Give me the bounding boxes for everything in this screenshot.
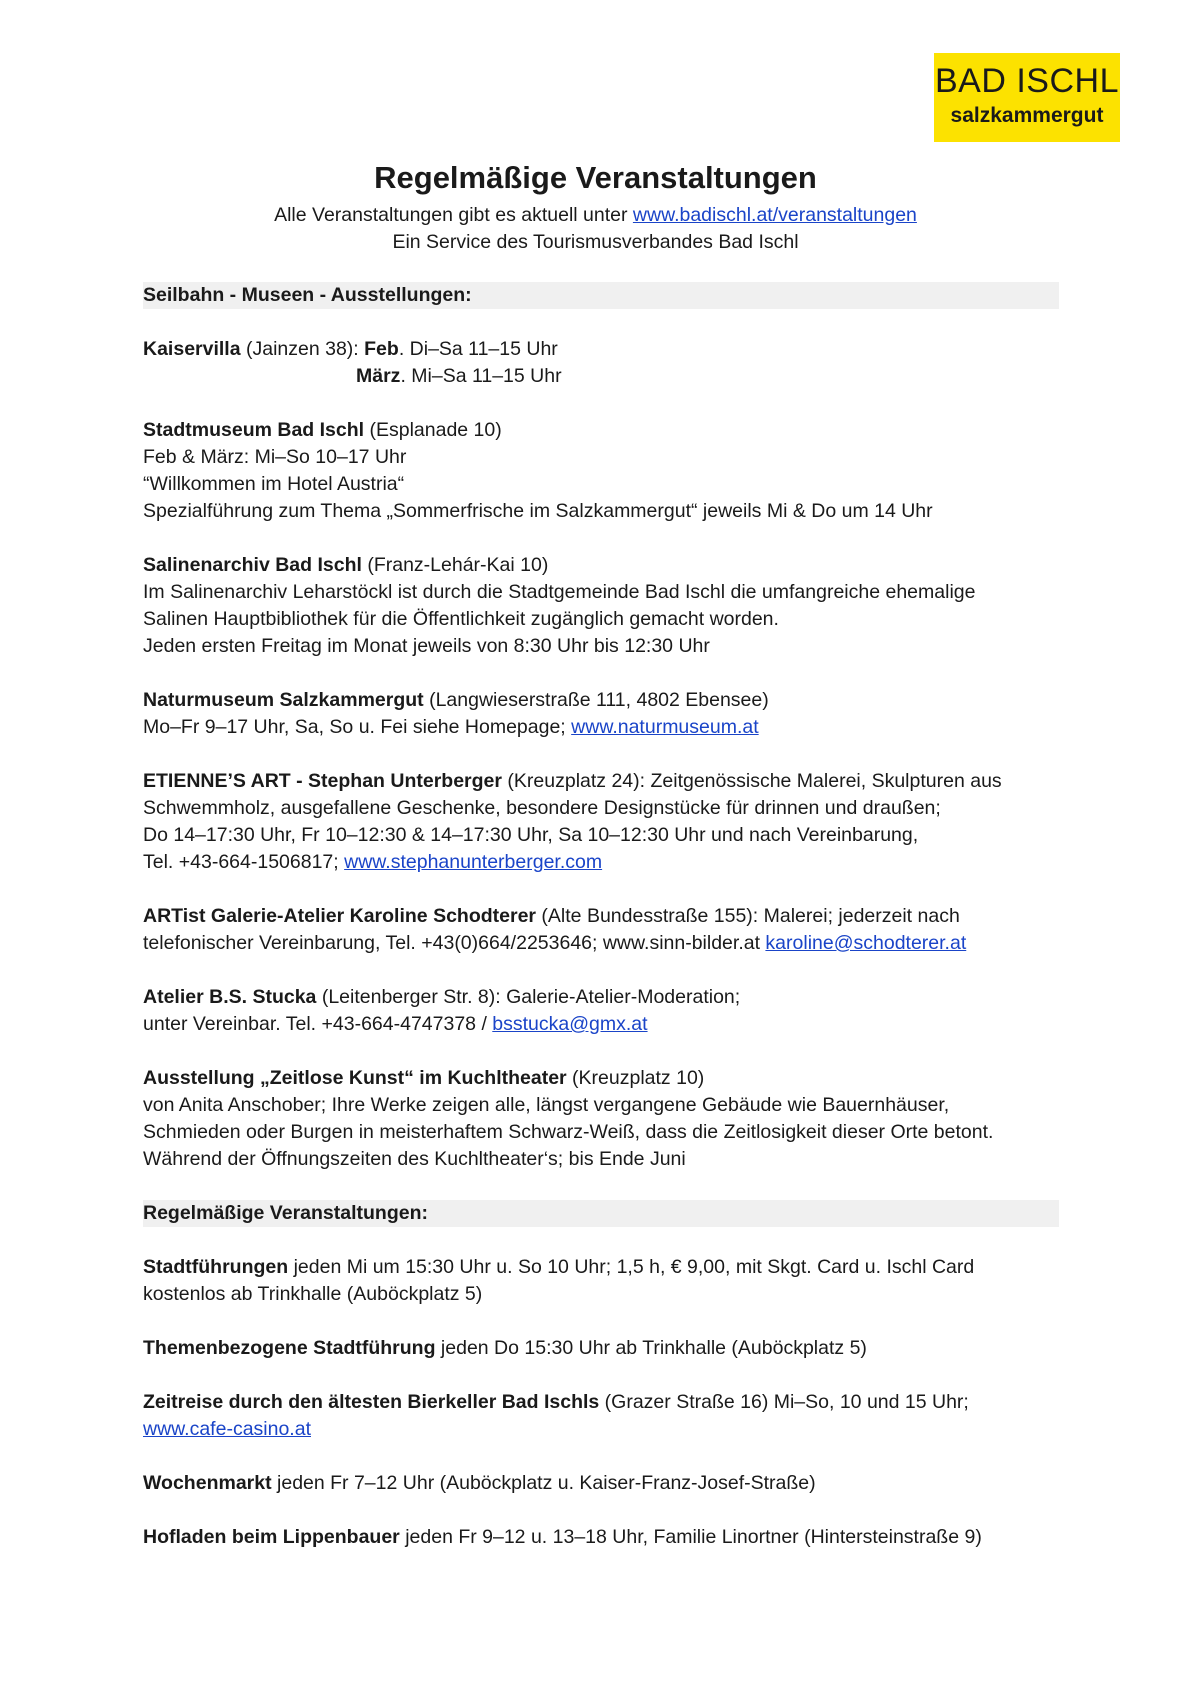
salinenarchiv-entry	[143, 552, 1063, 579]
month-feb: Feb	[364, 338, 399, 360]
entry-line: Do 14–17:30 Uhr, Fr 10–12:30 & 14–17:30 Uhr, Sa 10–12:30 Uhr und nach Vereinbarung,	[143, 824, 919, 846]
entry-line: “Willkommen im Hotel Austria“	[143, 473, 405, 495]
entry-line	[143, 930, 1063, 957]
document-body	[143, 282, 1063, 1551]
stucka-email-link[interactable]: bsstucka@gmx.at	[492, 1013, 648, 1035]
entry-address: (Kreuzplatz 10)	[566, 1067, 705, 1089]
entry-line: Spezialführung zum Thema „Sommerfrische im Salzkammergut“ jeweils Mi & Do um 14 Uhr	[143, 500, 933, 522]
page-title: Regelmäßige Veranstaltungen	[374, 160, 817, 195]
zeitreise-entry	[143, 1389, 1063, 1416]
kaiservilla-entry	[143, 336, 1063, 363]
entry-name: Stadtmuseum Bad Ischl	[143, 419, 365, 441]
entry-line	[143, 1416, 1063, 1443]
kaiservilla-maerz	[143, 363, 1063, 390]
entry-line: Jeden ersten Freitag im Monat jeweils von 8:30 Uhr bis 12:30 Uhr	[143, 635, 710, 657]
entry-text: (Alte Bundesstraße 155): Malerei; jederzeit nach	[536, 905, 960, 927]
entry-text: jeden Mi um 15:30 Uhr u. So 10 Uhr; 1,5 h, € 9,00, mit Skgt. Card u. Ischl Card	[288, 1256, 975, 1278]
entry-address: (Franz-Lehár-Kai 10)	[361, 554, 549, 576]
intro-text: Alle Veranstaltungen gibt es aktuell unter	[274, 204, 633, 226]
entry-name: Wochenmarkt	[143, 1472, 272, 1494]
stucka-entry	[143, 984, 1063, 1011]
entry-line	[143, 714, 1063, 741]
naturmuseum-entry	[143, 687, 1063, 714]
entry-text: unter Vereinbar. Tel. +43-664-4747378 /	[143, 1013, 493, 1035]
entry-name: Zeitreise durch den ältesten Bierkeller Bad Ischls	[143, 1391, 600, 1413]
schodterer-email-link[interactable]: karoline@schodterer.at	[765, 932, 967, 954]
stadtmuseum-entry	[143, 417, 1063, 444]
stadtfuehrungen-entry	[143, 1254, 1063, 1281]
section-heading-veranstaltungen: Regelmäßige Veranstaltungen:	[143, 1200, 1059, 1227]
service-line: Ein Service des Tourismusverbandes Bad Ischl	[392, 231, 799, 253]
entry-line: Salinen Hauptbibliothek für die Öffentlichkeit zugänglich gemacht worden.	[143, 608, 779, 630]
entry-text: (Grazer Straße 16) Mi–So, 10 und 15 Uhr;	[599, 1391, 969, 1413]
entry-line: Während der Öffnungszeiten des Kuchltheater‘s; bis Ende Juni	[143, 1148, 686, 1170]
naturmuseum-link[interactable]: www.naturmuseum.at	[571, 716, 759, 738]
entry-line: kostenlos ab Trinkhalle (Auböckplatz 5)	[143, 1283, 483, 1305]
entry-text: (Kreuzplatz 24): Zeitgenössische Malerei, Skulpturen aus	[502, 770, 1002, 792]
stephanunterberger-link[interactable]: www.stephanunterberger.com	[344, 851, 603, 873]
entry-line	[143, 849, 1063, 876]
entry-name: Salinenarchiv Bad Ischl	[143, 554, 362, 576]
hofladen-entry	[143, 1524, 1063, 1551]
entry-line: Schmieden oder Burgen in meisterhaftem Schwarz-Weiß, dass die Zeitlosigkeit dieser Orte betont.	[143, 1121, 994, 1143]
intro-line	[0, 202, 1191, 229]
entry-name: Naturmuseum Salzkammergut	[143, 689, 424, 711]
entry-address: (Jainzen 38):	[240, 338, 365, 360]
entry-line: Im Salinenarchiv Leharstöckl ist durch die Stadtgemeinde Bad Ischl die umfangreiche ehemalige	[143, 581, 976, 603]
ausstellung-entry	[143, 1065, 1063, 1092]
logo-line1: BAD ISCHL	[935, 62, 1119, 100]
entry-name: Stadtführungen	[143, 1256, 289, 1278]
cafe-casino-link[interactable]: www.cafe-casino.at	[143, 1418, 311, 1440]
logo-line2: salzkammergut	[950, 104, 1104, 127]
entry-text: Tel. +43-664-1506817;	[143, 851, 345, 873]
themen-entry	[143, 1335, 1063, 1362]
entry-name: Atelier B.S. Stucka	[143, 986, 317, 1008]
entry-name: Hofladen beim Lippenbauer	[143, 1526, 400, 1548]
entry-name: Themenbezogene Stadtführung	[143, 1337, 436, 1359]
entry-address: (Langwieserstraße 111, 4802 Ebensee)	[423, 689, 769, 711]
wochenmarkt-entry	[143, 1470, 1063, 1497]
bad-ischl-logo	[934, 53, 1120, 142]
entry-address: (Esplanade 10)	[364, 419, 502, 441]
hours-maerz: . Mi–Sa 11–15 Uhr	[400, 365, 562, 387]
entry-text: jeden Fr 9–12 u. 13–18 Uhr, Familie Linortner (Hintersteinstraße 9)	[399, 1526, 982, 1548]
entry-text: telefonischer Vereinbarung, Tel. +43(0)664/2253646; www.sinn-bilder.at	[143, 932, 766, 954]
entry-line	[143, 1011, 1063, 1038]
entry-line: Schwemmholz, ausgefallene Geschenke, besondere Designstücke für drinnen und draußen;	[143, 797, 941, 819]
entry-line: Feb & März: Mi–So 10–17 Uhr	[143, 446, 407, 468]
entry-text: (Leitenberger Str. 8): Galerie-Atelier-Moderation;	[316, 986, 741, 1008]
etienne-entry	[143, 768, 1063, 795]
entry-text: jeden Fr 7–12 Uhr (Auböckplatz u. Kaiser-Franz-Josef-Straße)	[271, 1472, 816, 1494]
entry-name: ARTist Galerie-Atelier Karoline Schodterer	[143, 905, 537, 927]
veranstaltungen-link[interactable]: www.badischl.at/veranstaltungen	[632, 204, 917, 226]
section-heading-museen: Seilbahn - Museen - Ausstellungen:	[143, 282, 1059, 309]
month-maerz: März	[356, 365, 401, 387]
entry-text: Mo–Fr 9–17 Uhr, Sa, So u. Fei siehe Homepage;	[143, 716, 572, 738]
entry-name: Kaiservilla	[143, 338, 241, 360]
entry-line: von Anita Anschober; Ihre Werke zeigen alle, längst vergangene Gebäude wie Bauernhäuser,	[143, 1094, 950, 1116]
entry-name: ETIENNE’S ART - Stephan Unterberger	[143, 770, 502, 792]
artist-entry	[143, 903, 1063, 930]
hours-feb: . Di–Sa 11–15 Uhr	[398, 338, 558, 360]
entry-name: Ausstellung „Zeitlose Kunst“ im Kuchltheater	[143, 1067, 567, 1089]
entry-text: jeden Do 15:30 Uhr ab Trinkhalle (Auböckplatz 5)	[435, 1337, 867, 1359]
